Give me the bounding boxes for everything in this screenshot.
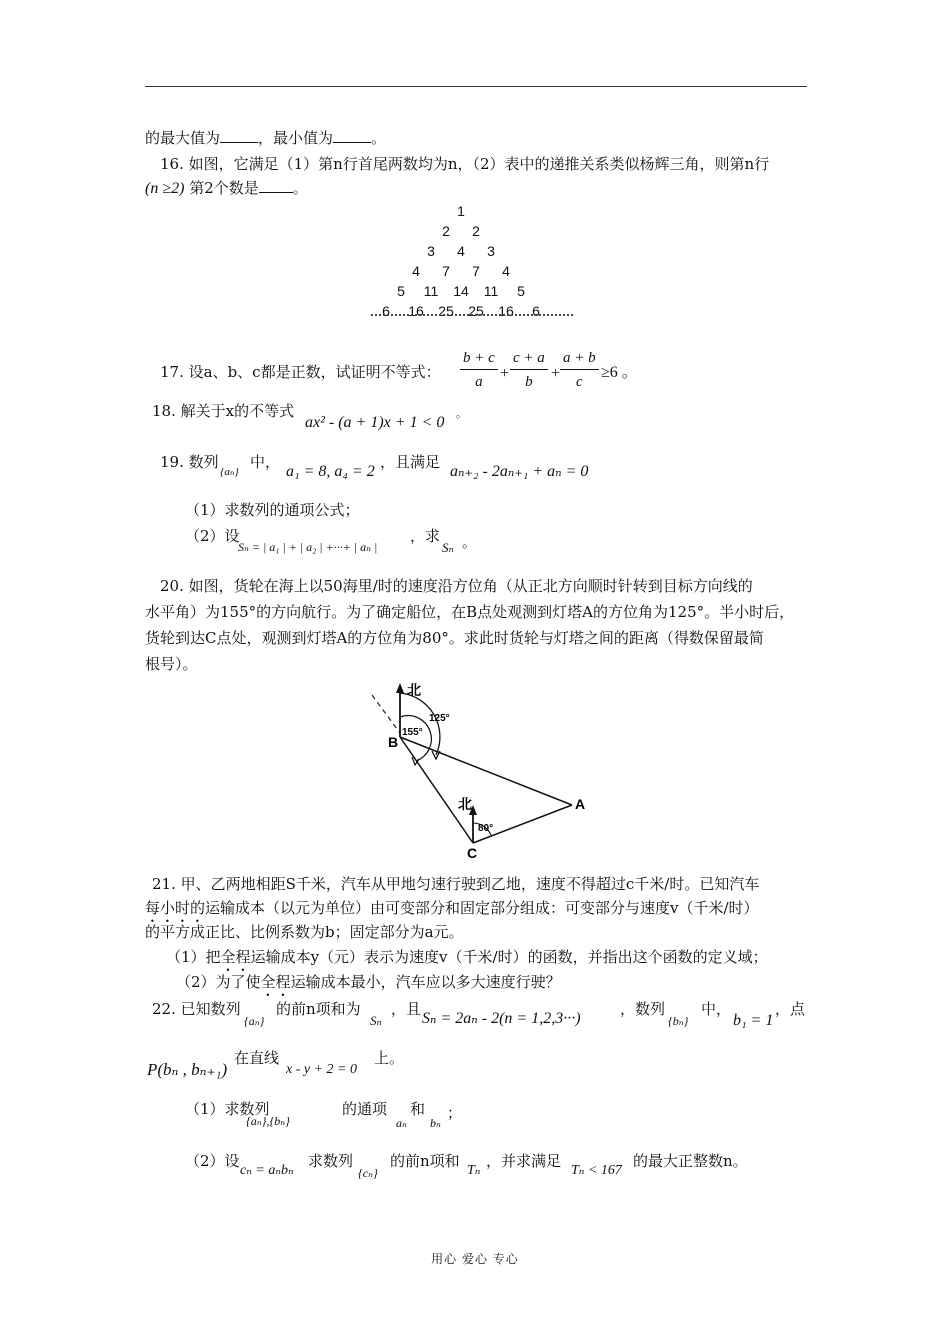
triangle-number: 16 [498, 303, 514, 319]
triangle-continuation-dots [371, 314, 573, 316]
q21-part-1: （1）把全程运输成本y（元）表示为速度v（千米/时）的函数，并指出这个函数的定义域； [166, 948, 768, 966]
triangle-number: 4 [502, 263, 510, 279]
q15-text-3: 。 [371, 129, 387, 147]
page-footer: 用心 爱心 专心 [431, 1252, 519, 1266]
triangle-number: 25 [438, 303, 454, 319]
q22-label: 22. 已知数列 [152, 1000, 241, 1018]
segment-ba [400, 737, 572, 805]
q16-line-2 [145, 178, 308, 199]
q19-text: 中， [250, 453, 281, 471]
triangle-number: 2 [442, 223, 450, 239]
q15-tail [145, 128, 386, 148]
q21-line-2: 每小时的运输成本（以元为单位）由可变部分和固定部分组成：可变部分与速度v（千米/时） [145, 899, 759, 917]
triangle-number: 25 [468, 303, 484, 319]
triangle-number: 5 [517, 283, 525, 299]
q22-b1: b₁ = 1 [733, 1012, 774, 1029]
q20-line-4: 根号）。 [145, 655, 198, 673]
q22-tn: Tₙ [467, 1163, 481, 1178]
q17-tail: ≥6 。 [601, 364, 638, 381]
q19-recurrence: aₙ₊₂ - 2aₙ₊₁ + aₙ = 0 [450, 463, 589, 480]
plus-sign: + [551, 365, 561, 382]
q22-inequality: Tₙ < 167 [571, 1163, 622, 1178]
q22-text: 在直线 [234, 1049, 280, 1067]
triangle-number: 6 [532, 303, 540, 319]
q22-seq-c: {cₙ} [358, 1166, 378, 1180]
q22-text: 的最大正整数n。 [633, 1152, 748, 1170]
q16-text: 第2个数是 [184, 179, 259, 197]
q19-initial-values: a₁ = 8, a₄ = 2 [286, 463, 375, 480]
q22-text: ，数列 [620, 1000, 666, 1018]
q19-sum-definition: Sₙ = | a₁ | + | a₂ | +···+ | aₙ | [238, 540, 378, 554]
point-b-label: B [388, 734, 399, 750]
q22-seq-a: {aₙ} [244, 1014, 265, 1028]
triangle-number: 7 [442, 263, 450, 279]
triangle-number: 5 [397, 283, 405, 299]
header-rule [145, 86, 807, 87]
q22-text: 和 [410, 1100, 426, 1118]
q19-line: 19. 数列 [160, 453, 219, 471]
q22-cn: cₙ = aₙbₙ [240, 1163, 294, 1178]
navigation-figure [360, 675, 600, 865]
point-a-label: A [575, 796, 586, 812]
q22-text: 的前n项和 [390, 1152, 460, 1170]
triangle-number: 2 [472, 223, 480, 239]
q15-text-2: ，最小值为 [258, 129, 334, 147]
triangle-number: 11 [423, 283, 439, 299]
triangle-number: 3 [427, 243, 435, 259]
q21-part-2: （2）为了使全程运输成本最小，汽车应以多大速度行驶？ [176, 973, 561, 991]
point-c-label: C [467, 845, 478, 861]
q20-line-3: 货轮到达C点处，观测到灯塔A的方位角为80°。求此时货轮与灯塔之间的距离（得数保留最简 [145, 629, 764, 647]
triangle-number: 1 [457, 203, 465, 219]
q22-point: P(bₙ , bₙ₊₁) [147, 1060, 228, 1079]
q22-sn: Sₙ [370, 1013, 382, 1028]
q21-line-3: 的平方成正比、比例系数为b；固定部分为a元。 [145, 923, 464, 941]
answer-blank [259, 178, 293, 193]
q19-end: 。 [462, 533, 478, 551]
q16-line-1: 16. 如图，它满足（1）第n行首尾两数均为n，（2）表中的递推关系类似杨辉三角，则第n行 [160, 155, 770, 173]
q18-text: 18. 解关于x的不等式 [152, 402, 295, 420]
angle-label-155: 155° [402, 727, 423, 738]
triangle-number: 16 [408, 303, 424, 319]
q16-condition: (n ≥2) [145, 180, 185, 197]
q16-end: 。 [292, 179, 308, 197]
triangle-number: 11 [483, 283, 499, 299]
q19-sum: Sₙ [442, 540, 454, 555]
triangle-number: 7 [472, 263, 480, 279]
q22-text: 的前n项和为 [276, 1000, 361, 1018]
q22-relation: Sₙ = 2aₙ - 2(n = 1,2,3···) [422, 1010, 581, 1027]
triangle-number: 14 [453, 283, 469, 299]
north-label-c: 北 [458, 796, 472, 812]
q17-text: 17. 设a、b、c都是正数，试证明不等式： [160, 363, 441, 381]
q22-seq-b: {bₙ} [668, 1014, 689, 1028]
north-arrowhead-b [396, 683, 404, 693]
q21-line-1: 21. 甲、乙两地相距S千米，汽车从甲地匀速行驶到乙地，速度不得超过c千米/时。已知汽车 [152, 875, 760, 893]
q19-sequence: {aₙ} [220, 466, 239, 478]
answer-blank [333, 128, 371, 143]
q18-end: 。 [456, 407, 467, 420]
q22-text: 上。 [374, 1049, 405, 1067]
q17-fraction-1: $\frac{b + c}{a}$ [460, 350, 498, 391]
q22-text: ，点 [775, 1000, 806, 1018]
angle-label-80: 80° [478, 823, 494, 834]
triangle-number: 6 [382, 303, 390, 319]
q19-text: ，且满足 [380, 453, 441, 471]
answer-blank [220, 128, 258, 143]
q17-fraction-3: $\frac{a + b}{c}$ [560, 350, 599, 391]
q17-fraction-2: $\frac{c + a}{b}$ [510, 350, 548, 391]
q22-part-1-seqs: {aₙ},{bₙ} [246, 1114, 290, 1128]
q19-ask: ，求 [410, 527, 441, 545]
angle-label-125: 125° [429, 713, 450, 724]
q15-text-1: 的最大值为 [145, 129, 221, 147]
triangle-number: 4 [457, 243, 465, 259]
q22-text: ，并求满足 [486, 1152, 562, 1170]
q22-text: 求数列 [308, 1152, 354, 1170]
q19-part-1: （1）求数列的通项公式； [185, 501, 360, 519]
q22-bn: bₙ [430, 1116, 441, 1130]
q22-part-1-label: （1）求数列 [185, 1100, 270, 1118]
q22-text: ； [447, 1104, 463, 1122]
q18-inequality: ax² - (a + 1)x + 1 < 0 [305, 414, 445, 431]
q22-an: aₙ [396, 1116, 407, 1130]
triangle-number: 3 [487, 243, 495, 259]
plus-sign: + [500, 365, 510, 382]
q20-line-1: 20. 如图，货轮在海上以50海里/时的速度沿方位角（从正北方向顺时针转到目标方向线的 [160, 577, 753, 595]
q22-part-2-label: （2）设 [185, 1152, 240, 1170]
q20-line-2: 水平角）为155°的方向航行。为了确定船位，在B点处观测到灯塔A的方位角为125°。半小时后， [145, 603, 795, 621]
q22-text: 的通项 [342, 1100, 388, 1118]
q22-text: 中， [701, 1000, 732, 1018]
dashed-line [372, 695, 400, 733]
q22-text: ，且 [391, 1000, 422, 1018]
q22-line-equation: x - y + 2 = 0 [286, 1062, 357, 1077]
triangle-number: 4 [412, 263, 420, 279]
q19-part-2-label: （2）设 [185, 527, 240, 545]
north-label-b: 北 [407, 682, 421, 698]
